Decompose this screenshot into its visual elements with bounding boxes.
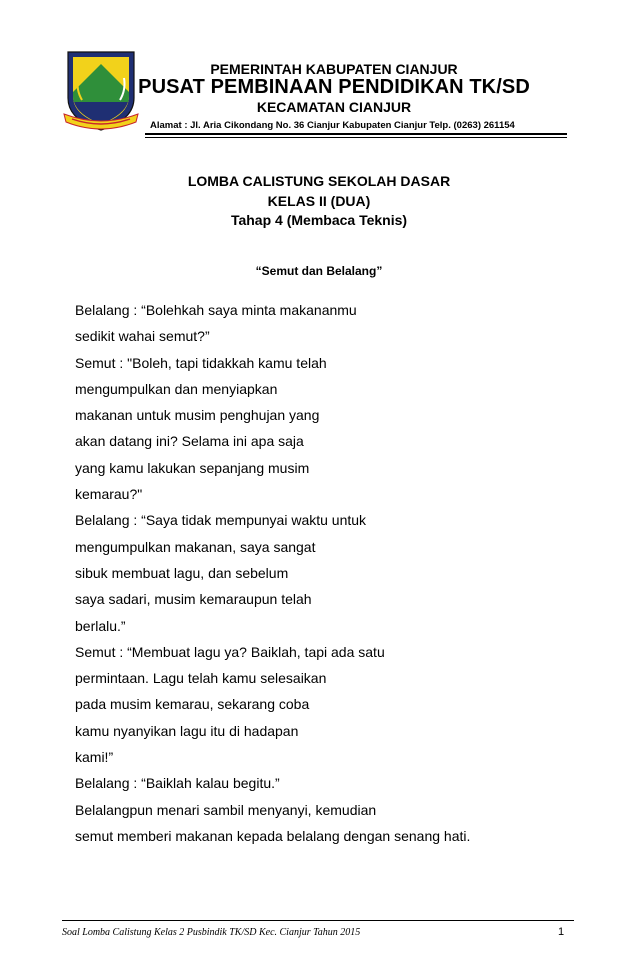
story-line: Belalang : “Saya tidak mempunyai waktu untuk	[75, 512, 367, 529]
story-line: kemarau?"	[75, 486, 143, 503]
story-line: mengumpulkan dan menyiapkan	[75, 380, 278, 397]
story-line: kamu nyanyikan lagu itu di hadapan	[75, 722, 299, 739]
page-number: 1	[558, 926, 565, 938]
story-line: berlalu.”	[75, 617, 126, 634]
story-line: kami!”	[75, 749, 114, 766]
story-line: Semut : “Membuat lagu ya? Baiklah, tapi ada satu	[75, 643, 385, 660]
letterhead-institution-name: PUSAT PEMBINAAN PENDIDIKAN TK/SD	[138, 76, 530, 98]
story-line: permintaan. Lagu telah kamu selesaikan	[75, 670, 327, 687]
story-line: Belalang : “Bolehkah saya minta makananmu	[75, 302, 357, 318]
story-body	[75, 297, 595, 849]
story-line: yang kamu lakukan sepanjang musim	[75, 459, 310, 476]
story-line: sedikit wahai semut?”	[75, 328, 210, 345]
story-line: Belalangpun menari sambil menyanyi, kemudian	[75, 801, 377, 818]
story-line: sibuk membuat lagu, dan sebelum	[75, 564, 289, 581]
document-stage: Tahap 4 (Membaca Teknis)	[230, 212, 408, 228]
document-class-level: KELAS II (DUA)	[267, 193, 371, 209]
story-line: Belalang : “Baiklah kalau begitu.”	[75, 775, 280, 792]
letterhead-government-name: PEMERINTAH KABUPATEN CIANJUR	[210, 61, 458, 77]
document-title: LOMBA CALISTUNG SEKOLAH DASAR	[187, 173, 451, 189]
letterhead	[0, 0, 638, 140]
story-line: pada musim kemarau, sekarang coba	[75, 696, 310, 713]
letterhead-divider-thin	[145, 137, 567, 138]
story-title: “Semut dan Belalang”	[255, 264, 383, 278]
footer-divider	[62, 920, 574, 921]
story-line: Semut : "Boleh, tapi tidakkah kamu telah	[75, 354, 327, 371]
story-line: akan datang ini? Selama ini apa saja	[75, 433, 304, 450]
letterhead-divider-thick	[145, 133, 567, 135]
letterhead-district-name: KECAMATAN CIANJUR	[256, 99, 412, 115]
story-line: semut memberi makanan kepada belalang dengan senang hati.	[75, 827, 471, 844]
story-line: makanan untuk musim penghujan yang	[75, 407, 320, 424]
story-line: saya sadari, musim kemaraupun telah	[75, 591, 312, 608]
letterhead-address: Alamat : Jl. Aria Cikondang No. 36 Cianjur Kabupaten Cianjur Telp. (0263) 261154	[150, 120, 515, 131]
footer-note: Soal Lomba Calistung Kelas 2 Pusbindik TK/SD Kec. Cianjur Tahun 2015	[62, 927, 361, 938]
story-line: mengumpulkan makanan, saya sangat	[75, 538, 316, 555]
